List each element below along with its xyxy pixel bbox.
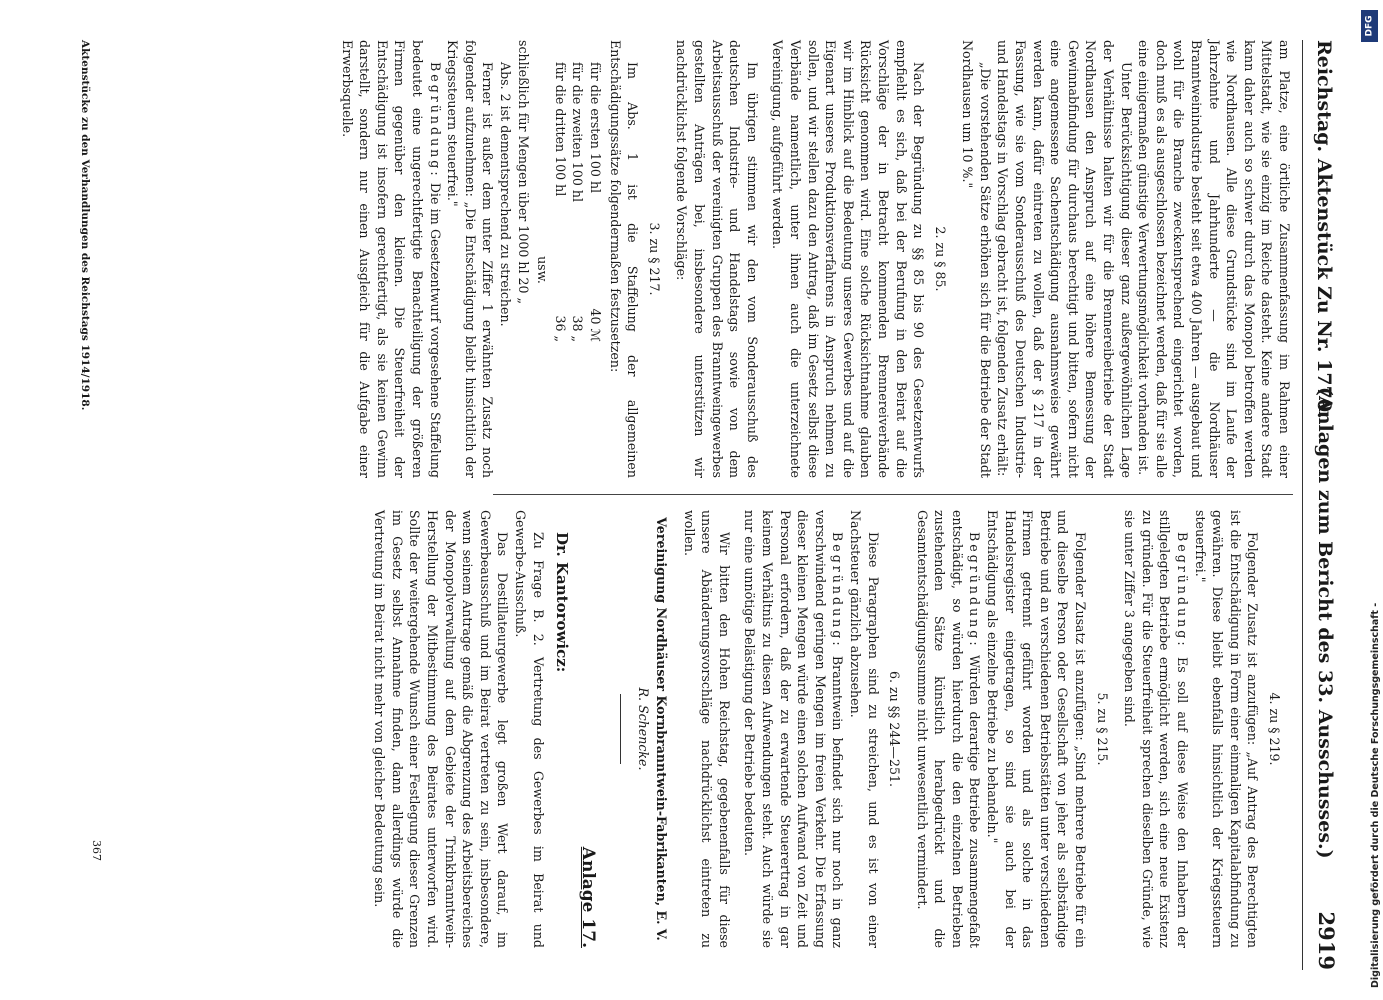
begruendung-label: Begründung: <box>967 532 983 649</box>
right-column <box>371 510 1293 948</box>
left-paragraph-3: „Die vorstehenden Sätze erhöhen sich für die Betriebe der Stadt Nordhausen um 10 %." <box>960 40 993 478</box>
rate-amount: 36 „ <box>552 315 568 342</box>
rotated-document-page <box>49 40 1349 970</box>
begruendung-label: Begründung: <box>427 62 443 179</box>
digitization-credit: Digitalisierung gefördert durch die Deutsche Forschungsgemeinschaft - <box>1370 602 1381 988</box>
right-paragraph-9: Das Destillateurgewerbe legt großen Wert darauf, im Gewerbeausschuß und im Beirat vertreten zu sein, insbesondere, wenn seinem Antrage gemäß die Abgrenzung des Arbeitsbereiches der Monopolverwaltung auf dem Gebiete der Trinkbranntwein-Herstellung der Mitbestimmung des Beirates unterworfen wird. Sollte der weitergehende Wunsch einer Festlegung dieser Grenzen im Gesetz selbst Annahme finden, dann allerdings würde die Vertretung im Beirat nicht mehr von gleicher Bedeutung sein. <box>372 510 511 948</box>
page-number: 2919 <box>1314 911 1339 970</box>
rate-amount: 40 ℳ <box>588 308 604 342</box>
section-heading-3: 3. zu § 217. <box>646 222 662 296</box>
left-paragraph-6: Im Abs. 1 ist die Staffelung der allgemeinen Entschädigungssätze folgendermaßen festzusetzen: <box>607 40 641 478</box>
begruendung-label: Begründung: <box>1175 532 1191 649</box>
section-heading-5: 5. zu § 215. <box>1094 692 1110 766</box>
right-paragraph-7: Wir bitten den Hohen Reichstag, gegebenenfalls für diese unsere Abänderungsvorschläge nachdrücklichst eintreten zu wollen. <box>681 510 732 948</box>
rate-continuation: usw. <box>535 256 551 284</box>
right-paragraph-4 <box>913 510 983 948</box>
organization-name: Vereinigung Nordhäuser Kornbranntwein-Fabrikanten, E. V. <box>654 517 669 941</box>
rate-label: für die zweiten 100 hl <box>570 62 586 203</box>
right-paragraph-5: Diese Paragraphen sind zu streichen, und es ist von einer Nachsteuer gänzlich abzusehen. <box>847 510 881 948</box>
header-left: Reichstag. Aktenstück Zu Nr. 1770. <box>1313 40 1335 419</box>
section-heading-2: 2. zu § 85. <box>932 226 948 292</box>
left-paragraph-9: Ferner ist außer dem unter Ziffer 1 erwähnten Zusatz noch folgender aufzunehmen: „Die Entschädigung bleibt hinsichtlich der Kriegssteuern steuerfrei." <box>445 40 496 478</box>
rate-row <box>586 62 604 478</box>
left-paragraph-2: Unter Berücksichtigung dieser ganz außergewöhnlichen Lage der Verhältnisse halten wir für die Brennereibetriebe der Stadt Nordhausen den Anspruch auf eine höhere Bemessung der Gewinnabfindung für durchaus berechtigt und bitten, sofern nicht eine angemessene Sachentschädigung ausnahmsweise gewährt werden kann, dafür eintreten zu wollen, daß der § 217 in der Fassung, wie sie vom Sonderausschuß des Deutschen Industrie- und Handelstags in Vorschlag gebracht ist, folgenden Zusatz erhält: <box>995 40 1134 478</box>
left-paragraph-1: am Platze, eine örtliche Zusammenfassung im Rahmen einer Mittelstadt, wie sie einzig im Reiche dasteht. Keine andere Stadt kann daher auch so schwer durch das Monopol betroffen werden wie Nordhausen. Alle diese Grundstücke sind im Laufe der Jahrzehnte und Jahrhunderte — die Nordhäuser Branntweinindustrie besteht seit etwa 400 Jahren — ausgebaut und wohl für die Branche zweckentsprechend eingerichtet worden, doch muß es als ausgeschlossen bezeichnet werden, daß für sie alle eine einigermaßen günstige Verwertungsmöglichkeit vorhanden ist. <box>1136 40 1292 478</box>
begruendung-text: Es soll auf diese Weise den Inhabern der stillgelegten Betriebe ermöglicht werden, sich eine neue Existenz zu gründen. Für die Steuerfreiheit sprechen dieselben Gründe, wie sie unter Ziffer 3 angegeben sind. <box>1122 510 1191 948</box>
rate-scale-table <box>534 62 604 478</box>
right-paragraph-1: Folgender Zusatz ist anzufügen: „Auf Antrag des Berechtigten ist die Entschädigung in Form einer einmaligen Kapitalabfindung zu gewähren. Diese bleibt ebenfalls hinsichtlich der Kriegssteuern steuerfrei." <box>1192 510 1261 948</box>
dfg-logo <box>1361 10 1378 42</box>
begruendung-text: Branntwein befindet sich nur noch in ganz verschwindend geringen Mengen im freien Verkehr. Die Erfassung dieser kleinen Mengen würde einen solchen Aufwand von Zeit und Personal erfordern, daß der zu erwartende Steuerertrag in gar keinem Verhältnis zu diesen Aufwendungen steht. Auch würde sie nur eine unnötige Belästigung der Betriebe bedeuten. <box>742 510 846 948</box>
left-column <box>338 40 1293 478</box>
section-divider <box>620 694 621 764</box>
left-paragraph-4: Nach der Begründung zu §§ 85 bis 90 des Gesetzentwurfs empfiehlt es sich, daß bei der Berufung in den Beirat auf die Vorschläge der in Betracht kommenden Brennereiverbände Rücksicht genommen wird. Eine solche Rücksichtnahme glauben wir im Hinblick auf die Bedeutung unseres Gewerbes und auf die Eigenart unseres Produktionsverfahrens in Anspruch nehmen zu sollen, und wir stellen dazu den Antrag, daß im Gesetz selbst diese Verbände namentlich, unter ihnen auch die unterzeichnete Vereinigung, aufgeführt werden. <box>770 40 927 478</box>
begruendung-label: Begründung: <box>830 532 846 649</box>
author-name: Dr. Kantorowicz: <box>553 532 572 673</box>
rate-amount: 38 „ <box>570 315 586 342</box>
rate-label: für die dritten 100 hl <box>552 62 568 197</box>
right-paragraph-2 <box>1121 510 1191 948</box>
section-heading-6: 6. zu §§ 244—251. <box>887 670 903 788</box>
left-paragraph-8: Abs. 2 ist dementsprechend zu streichen. <box>498 62 514 327</box>
dfg-logo-text: DFG <box>1364 15 1375 37</box>
sheet-mark: 367 <box>90 840 103 861</box>
right-paragraph-8: Zu Frage B. 2. Vertretung des Gewerbes im Beirat und Gewerbe-Ausschuß. <box>513 510 546 948</box>
page-header <box>1303 40 1349 970</box>
left-paragraph-5: Im übrigen stimmen wir den vom Sonderausschuß des deutschen Industrie- und Handelstags sowie von dem Arbeitsausschuß der vereinigten Gruppen des Branntweingewerbes gestellten Anträgen bei, insbesondere unterstützen wir nachdrücklichst folgende Vorschläge: <box>674 40 760 478</box>
begruendung-text: Die im Gesetzentwurf vorgesehene Staffelung bedeutet eine ungerechtfertigte Benachteiligung der größeren Firmen gegenüber den kleinen. Die Steuerfreiheit der Entschädigung ist insofern gerechtfertigt, als sie keinen Gewinn darstellt, sondern nur einen Ausgleich für die Aufgabe einer Erwerbsquelle. <box>339 40 443 478</box>
right-paragraph-3: Folgender Zusatz ist anzufügen: „Sind mehrere Betriebe für ein und dieselbe Person oder Gesellschaft von jeher als selbständige Betriebe und an verschiedenen Betriebsstätten unter verschiedenen Firmen getrennt geführt worden und als solche in das Handelsregister eingetragen, so sind sie auch bei der Entschädigung als einzelne Betriebe zu behandeln." <box>985 510 1089 948</box>
begruendung-text: Würden derartige Betriebe zusammengefaßt entschädigt, so würden hierdurch die den einzelnen Betrieben zustehenden Sätze künstlich herabgedrückt und die Gesamtentschädigungssumme nicht unwesentlich vermindert. <box>914 510 983 948</box>
header-right-group <box>1314 387 1339 970</box>
left-paragraph-10 <box>338 40 444 478</box>
column-divider <box>493 494 1293 495</box>
right-paragraph-6 <box>741 510 847 948</box>
rate-label: für die ersten 100 hl <box>588 62 604 194</box>
header-rule <box>1302 40 1303 970</box>
section-heading-4: 4. zu § 219. <box>1267 692 1282 766</box>
signature: R. Schencke. <box>636 687 652 771</box>
rate-row <box>569 62 587 478</box>
annex-title: Anlage 17. <box>577 846 598 948</box>
page-footer: Aktenstücke zu den Verhandlungen des Reichstags 1914/1918. <box>79 40 91 411</box>
rate-row <box>551 62 569 478</box>
left-paragraph-7: schließlich für Mengen über 1000 hl 20 „ <box>515 40 531 305</box>
header-right: (Anlagen zum Bericht des 33. Ausschusses.) <box>1314 386 1336 859</box>
